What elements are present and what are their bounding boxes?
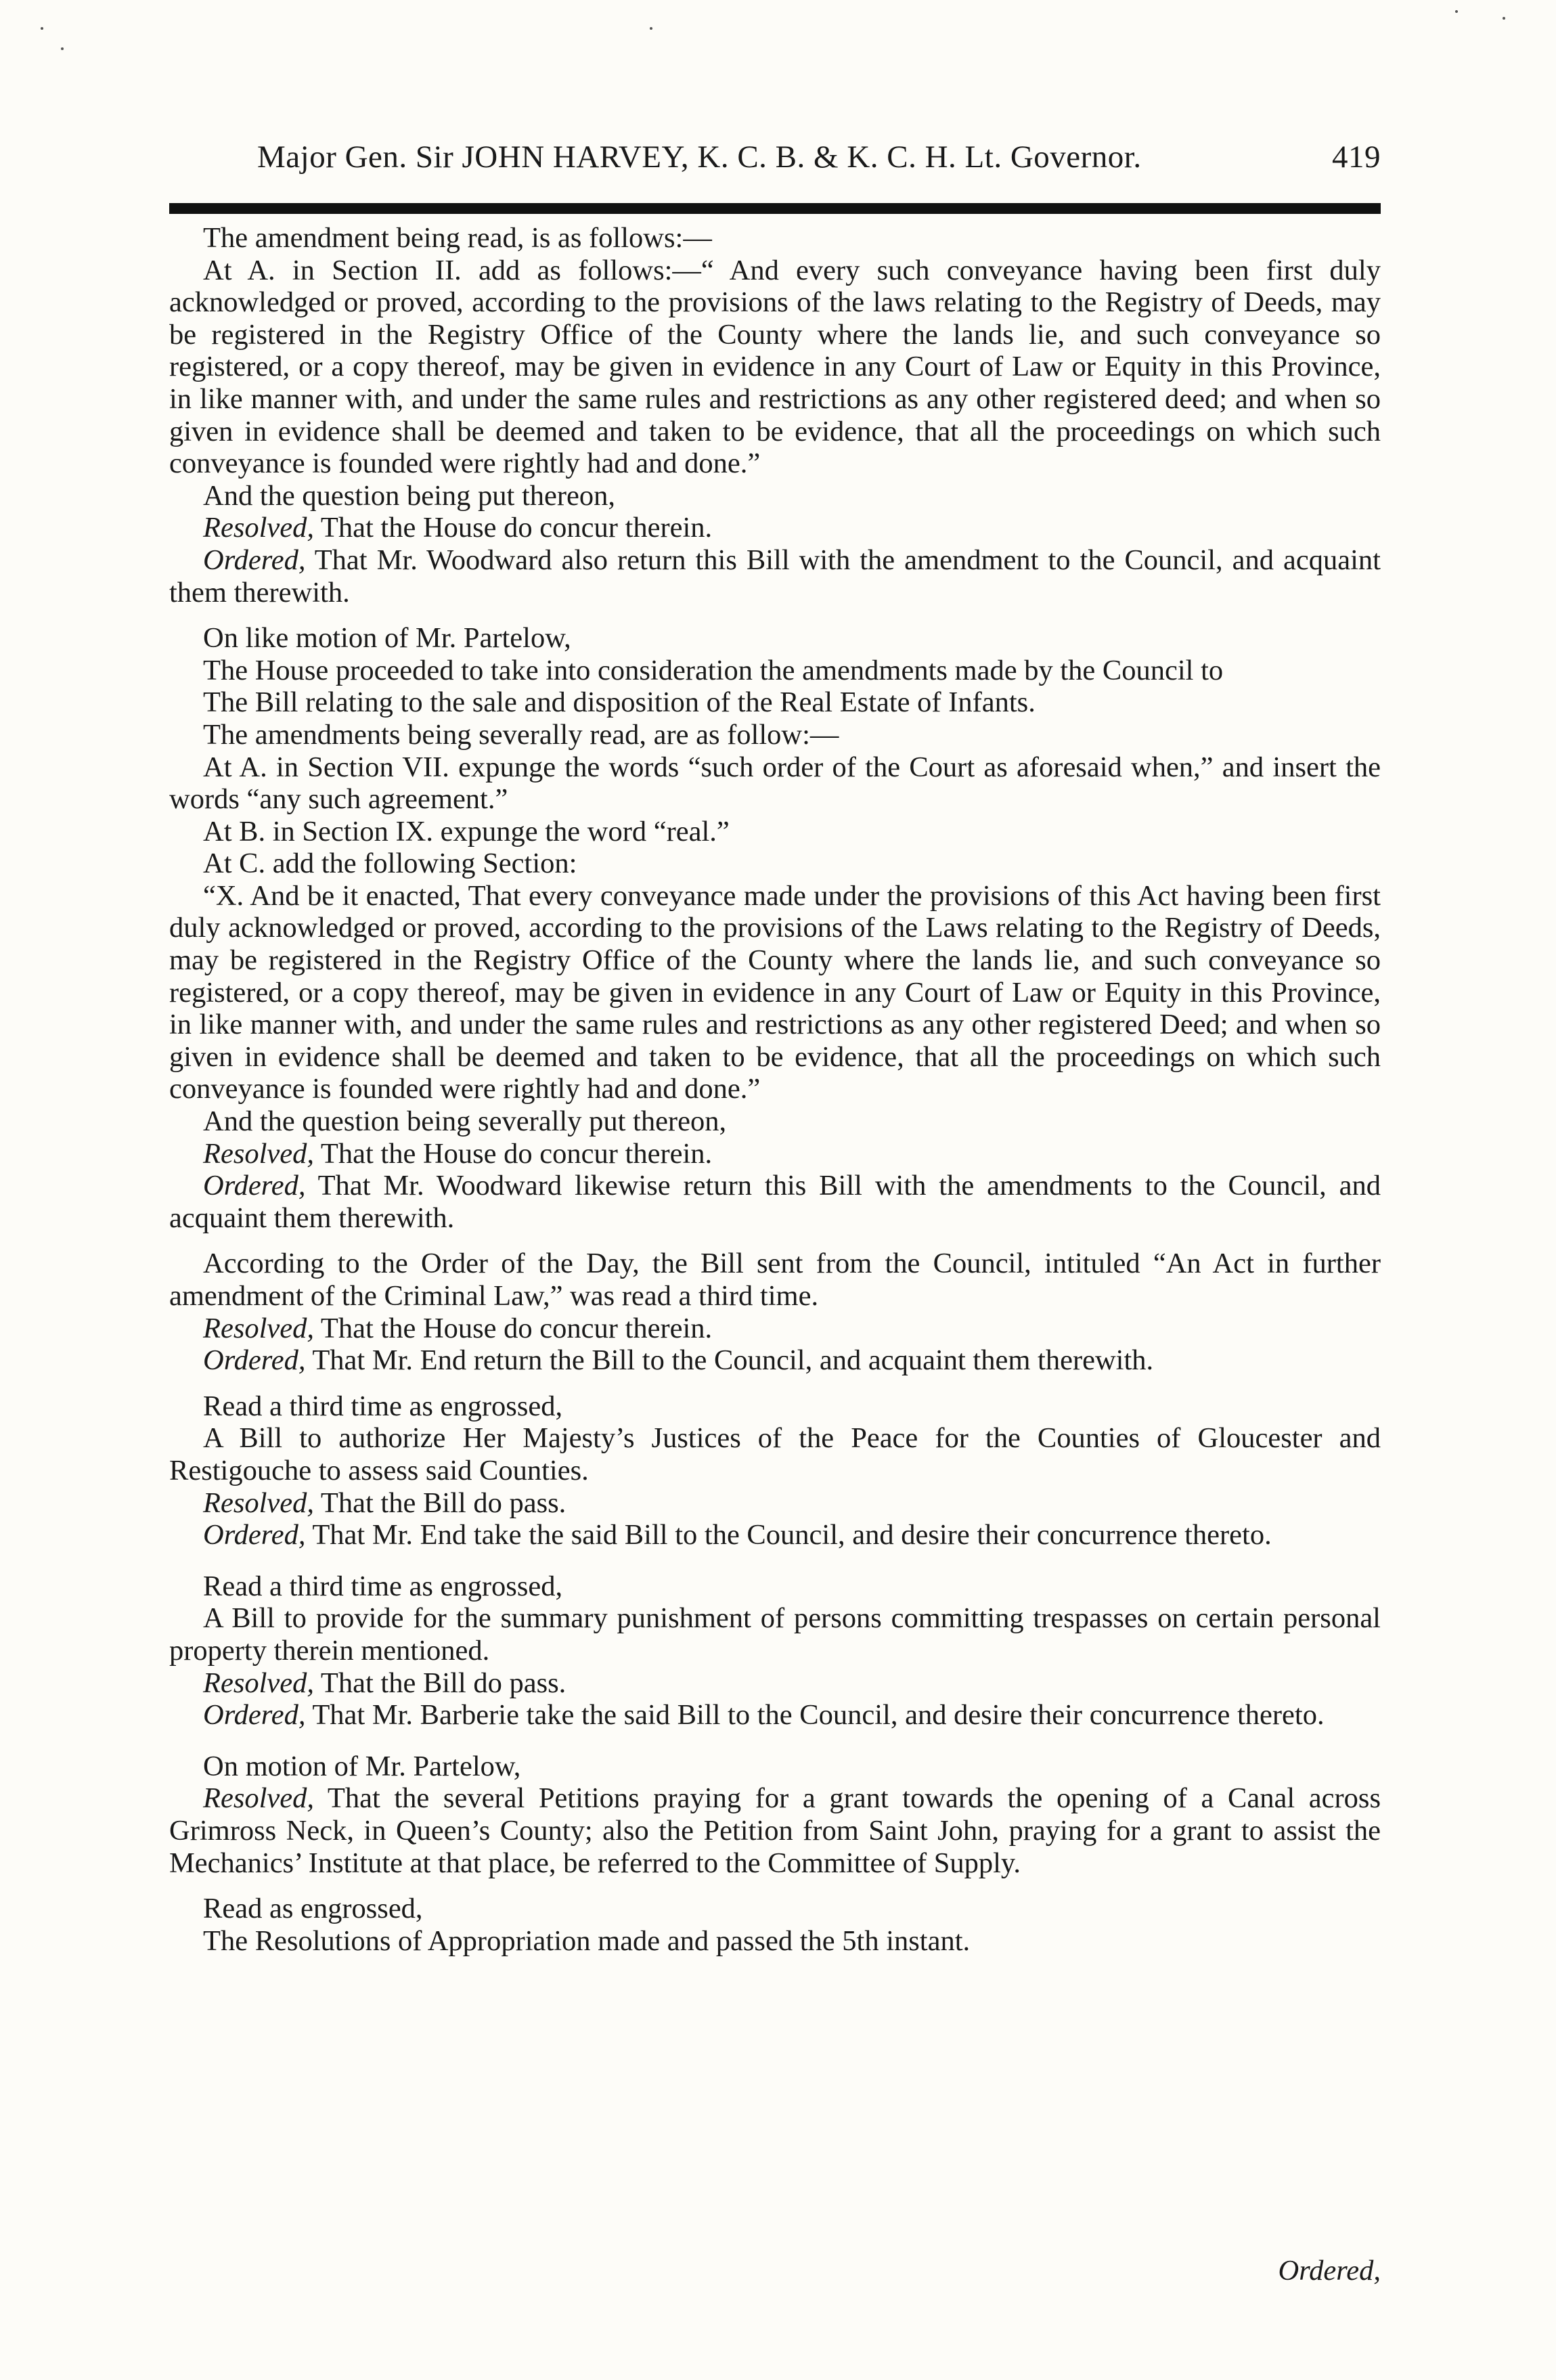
paragraph [169, 686, 1381, 719]
paragraph-text: Read a third time as engrossed, [203, 1390, 563, 1422]
paragraph [169, 719, 1381, 751]
paragraph [169, 816, 1381, 848]
page-body [169, 222, 1381, 1957]
paragraph-text: “X. And be it enacted, That every conveyance made under the provisions of this Act having been first duly acknowledged or proved, according to the provisions of the Laws relating to the Registry of Deeds, may be registered in the Registry Office of the County where the lands lie, and such conveyance so registered, or a copy thereof, may be given in evidence in any Court of Law or Equity in this Province, in like manner with, and under the same rules and restrictions as any other registered Deed; and when so given in evidence shall be deemed and taken to be evidence, that all the proceedings on which such conveyance is founded were rightly had and done.” [169, 879, 1381, 1105]
paragraph-text: At B. in Section IX. expunge the word “real.” [203, 815, 730, 847]
paragraph [169, 655, 1381, 687]
scan-speck [1455, 10, 1458, 13]
paragraph [169, 1138, 1381, 1170]
paragraph [169, 1248, 1381, 1312]
paragraph-text: That Mr. Barberie take the said Bill to the Council, and desire their concurrence thereto. [305, 1699, 1325, 1732]
paragraph-italic-lead: Ordered, [203, 544, 306, 576]
paragraph-italic-lead: Ordered, [203, 1170, 306, 1202]
paragraph-text: A Bill to provide for the summary punishment of persons committing trespasses on certain personal property therein mentioned. [169, 1602, 1381, 1667]
scan-speck [1503, 17, 1505, 20]
paragraph-italic-lead: Resolved, [203, 1137, 315, 1170]
scan-speck [650, 27, 652, 30]
paragraph [169, 480, 1381, 512]
paragraph-text: At C. add the following Section: [203, 847, 577, 880]
paragraph-text: The Bill relating to the sale and disposition of the Real Estate of Infants. [203, 686, 1036, 719]
paragraph-text: Read as engrossed, [203, 1893, 423, 1925]
paragraph-text: The amendments being severally read, are as follow:— [203, 718, 839, 751]
paragraph [169, 512, 1381, 544]
paragraph-text: That the House do concur therein. [314, 512, 713, 544]
paragraph [169, 1602, 1381, 1667]
paragraph-italic-lead: Resolved, [203, 1486, 315, 1519]
paragraph [169, 880, 1381, 1105]
paragraph-text: That the Bill do pass. [314, 1667, 566, 1699]
paragraph-text: At A. in Section II. add as follows:—“ And every such conveyance having been first duly acknowledged or proved, according to the provisions of the laws relating to the Registry of Deeds, may be registered in the Registry Office of the County where the lands lie, and such conveyance so registered, or a copy thereof, may be given in evidence in any Court of Law or Equity in this Province, in like manner with, and under the same rules and restrictions as any other registered deed; and when so given in evidence shall be deemed and taken to be evidence, that all the proceedings on which such conveyance is founded were rightly had and done.” [169, 254, 1381, 480]
paragraph-text: That the House do concur therein. [314, 1312, 713, 1344]
scan-speck [41, 27, 43, 30]
paragraph [169, 1422, 1381, 1486]
paragraph [169, 1699, 1381, 1732]
paragraph-italic-lead: Resolved, [203, 1312, 315, 1344]
paragraph [169, 1667, 1381, 1700]
paragraph-text: The amendment being read, is as follows:— [203, 222, 712, 254]
paragraph [169, 1344, 1381, 1377]
catchword: Ordered, [1278, 2255, 1381, 2287]
header-rule [169, 203, 1381, 214]
paragraph-text: That the House do concur therein. [314, 1137, 713, 1170]
paragraph [169, 1170, 1381, 1234]
paragraph [169, 1105, 1381, 1138]
paragraph-text: The House proceeded to take into consideration the amendments made by the Council to [203, 654, 1224, 686]
paragraph [169, 222, 1381, 255]
paragraph [169, 847, 1381, 880]
paragraph [169, 1782, 1381, 1879]
paragraph-italic-lead: Ordered, [203, 1519, 306, 1551]
paragraph [169, 1519, 1381, 1551]
paragraph-italic-lead: Resolved, [203, 1782, 315, 1815]
header-title: Major Gen. Sir JOHN HARVEY, K. C. B. & K. C. H. Lt. Governor. [257, 139, 1142, 175]
paragraph [169, 751, 1381, 816]
paragraph-italic-lead: Resolved, [203, 512, 315, 544]
paragraph-text: That Mr. End take the said Bill to the Council, and desire their concurrence thereto. [305, 1519, 1272, 1551]
paragraph-text: And the question being severally put thereon, [203, 1105, 727, 1138]
paragraph-text: A Bill to authorize Her Majesty’s Justices of the Peace for the Counties of Gloucester and Restigouche to assess said Counties. [169, 1422, 1381, 1486]
running-header [169, 139, 1381, 186]
paragraph [169, 255, 1381, 480]
paragraph-text: That Mr. Woodward likewise return this Bill with the amendments to the Council, and acquaint them therewith. [169, 1170, 1381, 1234]
paragraph [169, 622, 1381, 655]
paragraph [169, 1487, 1381, 1520]
paragraph-text: The Resolutions of Appropriation made and passed the 5th instant. [203, 1924, 971, 1957]
paragraph-text: At A. in Section VII. expunge the words “such order of the Court as aforesaid when,” and insert the words “any such agreement.” [169, 751, 1381, 816]
paragraph-italic-lead: Ordered, [203, 1699, 306, 1732]
paragraph [169, 1390, 1381, 1423]
page-number: 419 [1332, 139, 1381, 175]
paragraph-text: That the Bill do pass. [314, 1486, 566, 1519]
paragraph-text: Read a third time as engrossed, [203, 1570, 563, 1602]
scan-speck [61, 47, 64, 50]
paragraph-italic-lead: Ordered, [203, 1344, 306, 1377]
paragraph-text: That Mr. End return the Bill to the Council, and acquaint them therewith. [305, 1344, 1154, 1377]
paragraph-text: On like motion of Mr. Partelow, [203, 622, 571, 655]
paragraph-text: That Mr. Woodward also return this Bill with the amendment to the Council, and acquaint them therewith. [169, 544, 1381, 609]
paragraph [169, 1750, 1381, 1783]
paragraph-text: On motion of Mr. Partelow, [203, 1750, 521, 1782]
paragraph [169, 1570, 1381, 1603]
paragraph [169, 1925, 1381, 1958]
paragraph-text: And the question being put thereon, [203, 479, 616, 512]
paragraph [169, 1313, 1381, 1345]
paragraph [169, 1893, 1381, 1925]
paragraph-italic-lead: Resolved, [203, 1667, 315, 1699]
paragraph-text: That the several Petitions praying for a grant towards the opening of a Canal across Grimross Neck, in Queen’s County; also the Petition from Saint John, praying for a grant to assist the Mechanics’ Institute at that place, be referred to the Committee of Supply. [169, 1782, 1381, 1879]
paragraph-text: According to the Order of the Day, the Bill sent from the Council, intituled “An Act in further amendment of the Criminal Law,” was read a third time. [169, 1248, 1381, 1312]
paragraph [169, 544, 1381, 609]
